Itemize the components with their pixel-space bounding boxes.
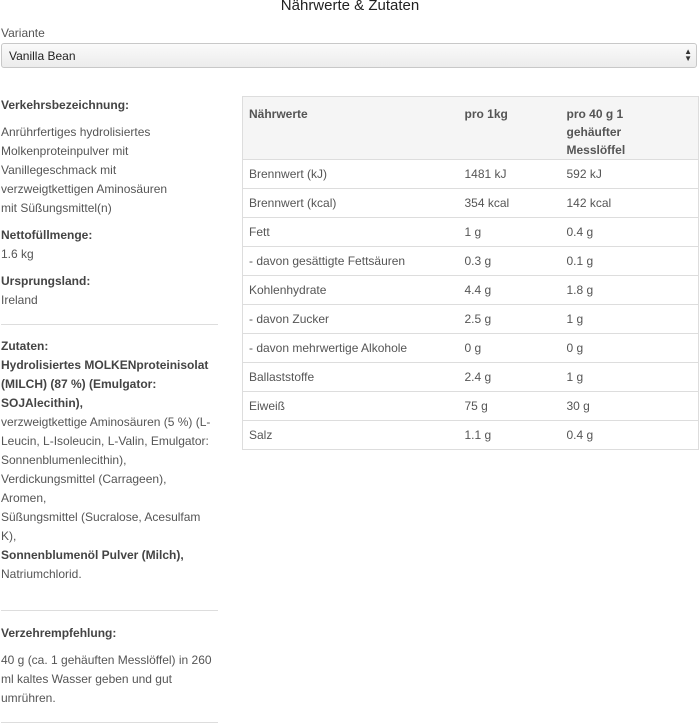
column-header: pro 40 g 1 gehäufter Messlöffel xyxy=(561,97,699,160)
nutrient-name: Brennwert (kcal) xyxy=(243,189,459,218)
page-title: Nährwerte & Zutaten xyxy=(280,0,420,14)
per-serving-value: 30 g xyxy=(561,392,699,421)
ingredients-bold-line: SOJAlecithin), xyxy=(1,396,84,410)
ingredients-line: Verdickungsmittel (Carrageen), xyxy=(1,472,167,486)
ingredients-bold-line: Sonnenblumenöl Pulver (Milch), xyxy=(1,548,184,562)
per-kg-value: 2.5 g xyxy=(459,305,561,334)
origin-value: Ireland xyxy=(1,293,38,307)
per-kg-value: 1.1 g xyxy=(459,421,561,450)
table-row xyxy=(243,160,699,189)
select-arrows-icon: ▲ ▼ xyxy=(684,47,692,63)
usage-line: 40 g (ca. 1 gehäuften Messlöffel) in 260 xyxy=(1,653,212,667)
per-kg-value: 1481 kJ xyxy=(459,160,561,189)
table-row xyxy=(243,247,699,276)
net-heading: Nettofüllmenge: xyxy=(1,228,93,242)
per-serving-value: 0.1 g xyxy=(561,247,699,276)
nutrient-name: Brennwert (kJ) xyxy=(243,160,459,189)
nutrient-name: Fett xyxy=(243,218,459,247)
net-value: 1.6 kg xyxy=(1,247,34,261)
variant-label: Variante xyxy=(1,26,45,40)
per-kg-value: 1 g xyxy=(459,218,561,247)
per-kg-value: 4.4 g xyxy=(459,276,561,305)
ingredients-line: Süßungsmittel (Sucralose, Acesulfam xyxy=(1,510,201,524)
per-serving-value: 1 g xyxy=(561,305,699,334)
per-serving-value: 0 g xyxy=(561,334,699,363)
ingredients-line: K), xyxy=(1,529,17,543)
table-row xyxy=(243,189,699,218)
per-kg-value: 2.4 g xyxy=(459,363,561,392)
designation-line: Molkenproteinpulver mit xyxy=(1,144,129,158)
designation-text xyxy=(1,123,218,218)
nutrient-name: - davon Zucker xyxy=(243,305,459,334)
per-kg-value: 354 kcal xyxy=(459,189,561,218)
table-row xyxy=(243,276,699,305)
designation-line: Vanillegeschmack mit xyxy=(1,163,117,177)
origin-heading: Ursprungsland: xyxy=(1,274,91,288)
nutrient-name: Salz xyxy=(243,421,459,450)
nutrition-table xyxy=(242,96,699,450)
ingredients-line: Sonnenblumenlecithin), xyxy=(1,453,127,467)
per-kg-value: 0.3 g xyxy=(459,247,561,276)
per-serving-value: 1 g xyxy=(561,363,699,392)
table-row xyxy=(243,218,699,247)
nutrient-name: Kohlenhydrate xyxy=(243,276,459,305)
usage-line: umrühren. xyxy=(1,691,56,705)
per-serving-value: 0.4 g xyxy=(561,218,699,247)
table-row xyxy=(243,305,699,334)
nutrient-name: Ballaststoffe xyxy=(243,363,459,392)
designation-line: Anrührfertiges hydrolisiertes xyxy=(1,125,151,139)
ingredients-line: verzweigtkettige Aminosäuren (5 %) (L- xyxy=(1,415,211,429)
designation-heading: Verkehrsbezeichnung: xyxy=(1,98,130,112)
nutrient-name: Eiweiß xyxy=(243,392,459,421)
nutrient-name: - davon gesättigte Fettsäuren xyxy=(243,247,459,276)
per-serving-value: 0.4 g xyxy=(561,421,699,450)
table-row xyxy=(243,363,699,392)
usage-line: ml kaltes Wasser geben und gut xyxy=(1,672,172,686)
per-kg-value: 75 g xyxy=(459,392,561,421)
ingredients-bold-line: Hydrolisiertes MOLKENproteinisolat xyxy=(1,358,209,372)
column-header: Nährwerte xyxy=(243,97,459,160)
column-header: pro 1kg xyxy=(459,97,561,160)
nutrient-name: - davon mehrwertige Alkohole xyxy=(243,334,459,363)
variant-selected-value: Vanilla Bean xyxy=(9,49,76,63)
variant-select[interactable] xyxy=(1,43,697,68)
table-row xyxy=(243,421,699,450)
ingredients-line: Natriumchlorid. xyxy=(1,567,82,581)
ingredients-heading: Zutaten: xyxy=(1,339,49,353)
ingredients-line: Leucin, L-Isoleucin, L-Valin, Emulgator: xyxy=(1,434,209,448)
per-serving-value: 592 kJ xyxy=(561,160,699,189)
table-row xyxy=(243,334,699,363)
designation-line: verzweigtkettigen Aminosäuren xyxy=(1,182,168,196)
table-header-row xyxy=(243,97,699,160)
ingredients-bold-line: (MILCH) (87 %) (Emulgator: xyxy=(1,377,157,391)
per-serving-value: 1.8 g xyxy=(561,276,699,305)
per-kg-value: 0 g xyxy=(459,334,561,363)
ingredients-line: Aromen, xyxy=(1,491,47,505)
per-serving-value: 142 kcal xyxy=(561,189,699,218)
designation-line: mit Süßungsmittel(n) xyxy=(1,201,112,215)
table-row xyxy=(243,392,699,421)
usage-heading: Verzehrempfehlung: xyxy=(1,626,117,640)
product-info xyxy=(1,96,218,723)
